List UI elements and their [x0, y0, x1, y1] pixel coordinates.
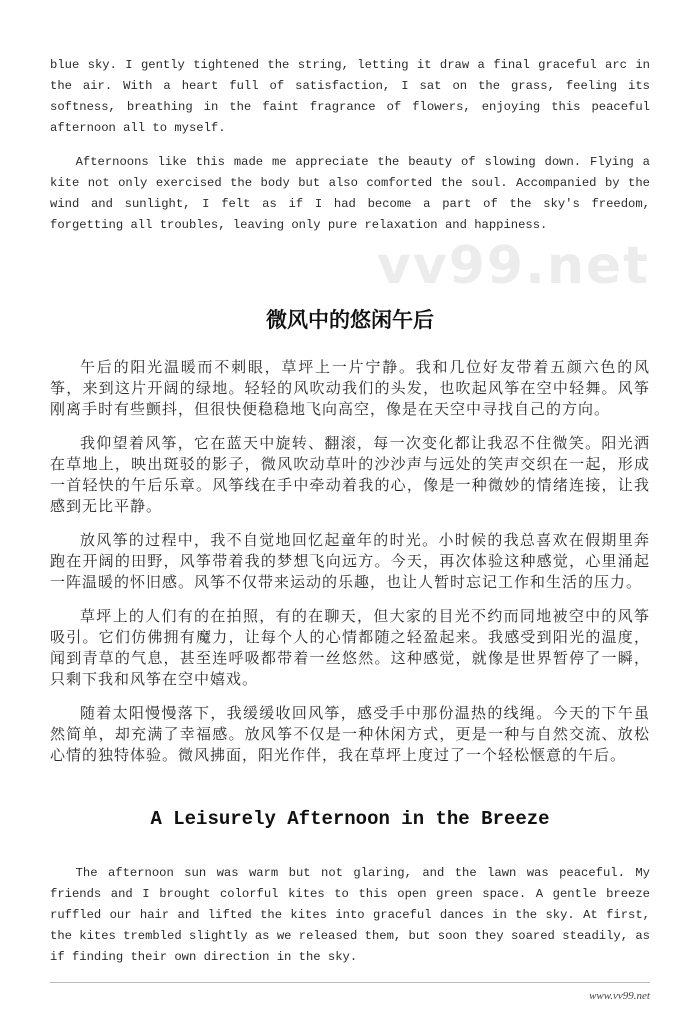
english-title: A Leisurely Afternoon in the Breeze	[150, 808, 550, 830]
paragraph: The afternoon sun was warm but not glaring, and the lawn was peaceful. My friends and I brought colorful kites to this open green space. A gentle breeze ruffled our hair and lifted the kites into graceful dances in the sky. At first, the kites trembled slightly as we released them, but soon they soared steadily, as if finding their own direction in the sky.	[50, 866, 650, 964]
chinese-section	[50, 357, 650, 766]
watermark: vv99.net	[376, 236, 650, 296]
paragraph: 草坪上的人们有的在拍照，有的在聊天，但大家的目光不约而同地被空中的风筝吸引。它们仿佛拥有魔力，让每个人的心情都随之轻盈起来。我感受到阳光的温度，闻到青草的气息，甚至连呼吸都带着一丝悠然。这种感觉，就像是世界暂停了一瞬，只剩下我和风筝在空中嬉戏。	[50, 607, 650, 688]
chinese-title: 微风中的悠闲午后	[266, 308, 434, 332]
footer-site: www.vv99.net	[589, 990, 650, 1002]
paragraph: blue sky. I gently tightened the string, letting it draw a final graceful arc in the air. With a heart full of satisfaction, I sat on the grass, feeling its softness, breathing in the faint fragrance of flowers, enjoying this peaceful afternoon all to myself.	[50, 58, 650, 135]
paragraph: 随着太阳慢慢落下，我缓缓收回风筝，感受手中那份温热的线绳。今天的下午虽然简单，却充满了幸福感。放风筝不仅是一种休闲方式，更是一种与自然交流、放松心情的独特体验。微风拂面，阳光作伴，我在草坪上度过了一个轻松惬意的午后。	[50, 704, 650, 764]
paragraph: 我仰望着风筝，它在蓝天中旋转、翻滚，每一次变化都让我忍不住微笑。阳光洒在草地上，映出斑驳的影子，微风吹动草叶的沙沙声与远处的笑声交织在一起，形成一首轻快的午后乐章。风筝线在手中牵动着我的心，像是一种微妙的情绪连接，让我感到无比平静。	[50, 434, 650, 515]
english-section	[50, 863, 650, 968]
footer-divider	[50, 982, 650, 983]
paragraph: 午后的阳光温暖而不刺眼，草坪上一片宁静。我和几位好友带着五颜六色的风筝，来到这片开阔的绿地。轻轻的风吹动我们的头发，也吹起风筝在空中轻舞。风筝刚离手时有些颤抖，但很快便稳稳地飞向高空，像是在天空中寻找自己的方向。	[50, 358, 650, 418]
paragraph: Afternoons like this made me appreciate the beauty of slowing down. Flying a kite not only exercised the body but also comforted the soul. Accompanied by the wind and sunlight, I felt as if I had become a part of the sky's freedom, forgetting all troubles, leaving only pure relaxation and happiness.	[50, 155, 650, 232]
top-section	[50, 55, 650, 236]
paragraph: 放风筝的过程中，我不自觉地回忆起童年的时光。小时候的我总喜欢在假期里奔跑在开阔的田野，风筝带着我的梦想飞向远方。今天，再次体验这种感觉，心里涌起一阵温暖的怀旧感。风筝不仅带来运动的乐趣，也让人暂时忘记工作和生活的压力。	[50, 531, 650, 591]
